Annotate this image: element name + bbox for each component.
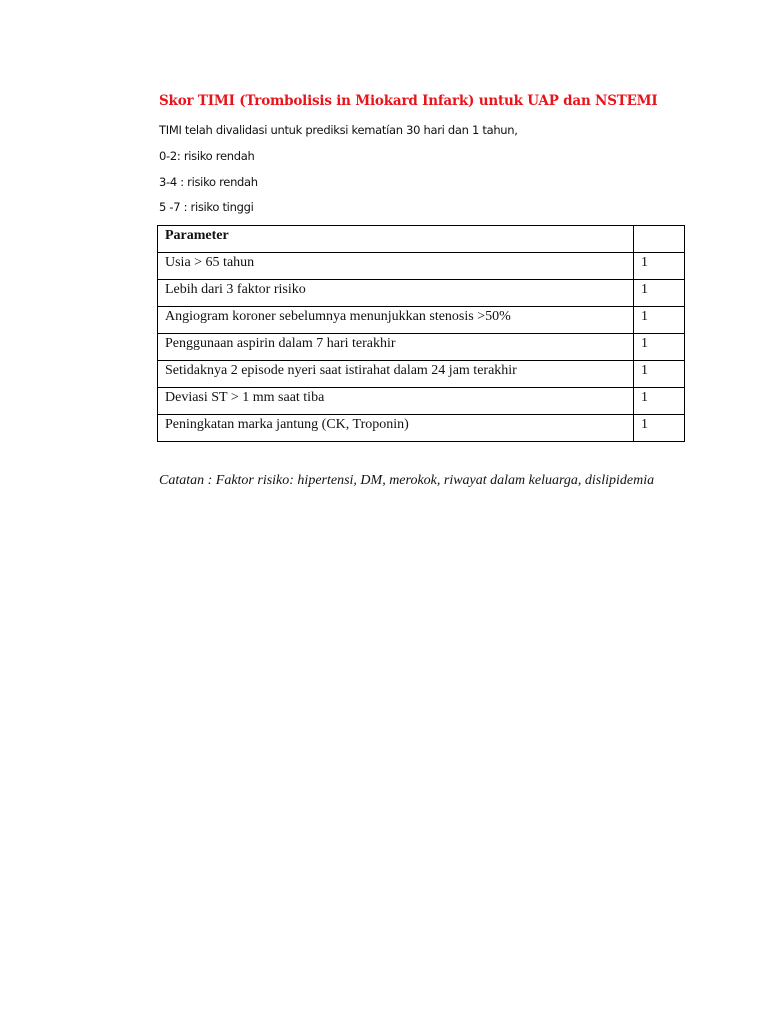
row-parameter: Peningkatan marka jantung (CK, Troponin): [158, 415, 634, 442]
risk-factor-note: Catatan : Faktor risiko: hipertensi, DM, merokok, riwayat dalam keluarga, dislipidemia: [159, 473, 655, 488]
intro-text: TIMI telah divalidasi untuk prediksi kematían 30 hari dan 1 tahun,: [159, 123, 518, 137]
table-row: [158, 253, 685, 280]
row-score: 1: [634, 388, 685, 415]
table-row: [158, 415, 685, 442]
table-row: [158, 388, 685, 415]
row-score: 1: [634, 334, 685, 361]
table-row: [158, 361, 685, 388]
risk-level-low-0-2: 0-2: risiko rendah: [159, 149, 255, 163]
row-score: 1: [634, 253, 685, 280]
timi-score-table: [157, 225, 685, 442]
row-parameter: Setidaknya 2 episode nyeri saat istirahat dalam 24 jam terakhir: [158, 361, 634, 388]
row-parameter: Deviasi ST > 1 mm saat tiba: [158, 388, 634, 415]
risk-level-high-5-7: 5 -7 : risiko tinggi: [159, 200, 254, 214]
row-parameter: Penggunaan aspirin dalam 7 hari terakhir: [158, 334, 634, 361]
row-score: 1: [634, 280, 685, 307]
table-row: [158, 334, 685, 361]
row-score: 1: [634, 415, 685, 442]
header-parameter: Parameter: [158, 226, 634, 253]
row-parameter: Angiogram koroner sebelumnya menunjukkan stenosis >50%: [158, 307, 634, 334]
row-parameter: Usia > 65 tahun: [158, 253, 634, 280]
row-score: 1: [634, 361, 685, 388]
table-row: [158, 307, 685, 334]
table-header-row: [158, 226, 685, 253]
header-score: [634, 226, 685, 253]
document-title: Skor TIMI (Trombolisis in Miokard Infark) untuk UAP dan NSTEMI: [159, 93, 658, 109]
row-parameter: Lebih dari 3 faktor risiko: [158, 280, 634, 307]
risk-level-3-4: 3-4 : risiko rendah: [159, 175, 258, 189]
row-score: 1: [634, 307, 685, 334]
table-row: [158, 280, 685, 307]
